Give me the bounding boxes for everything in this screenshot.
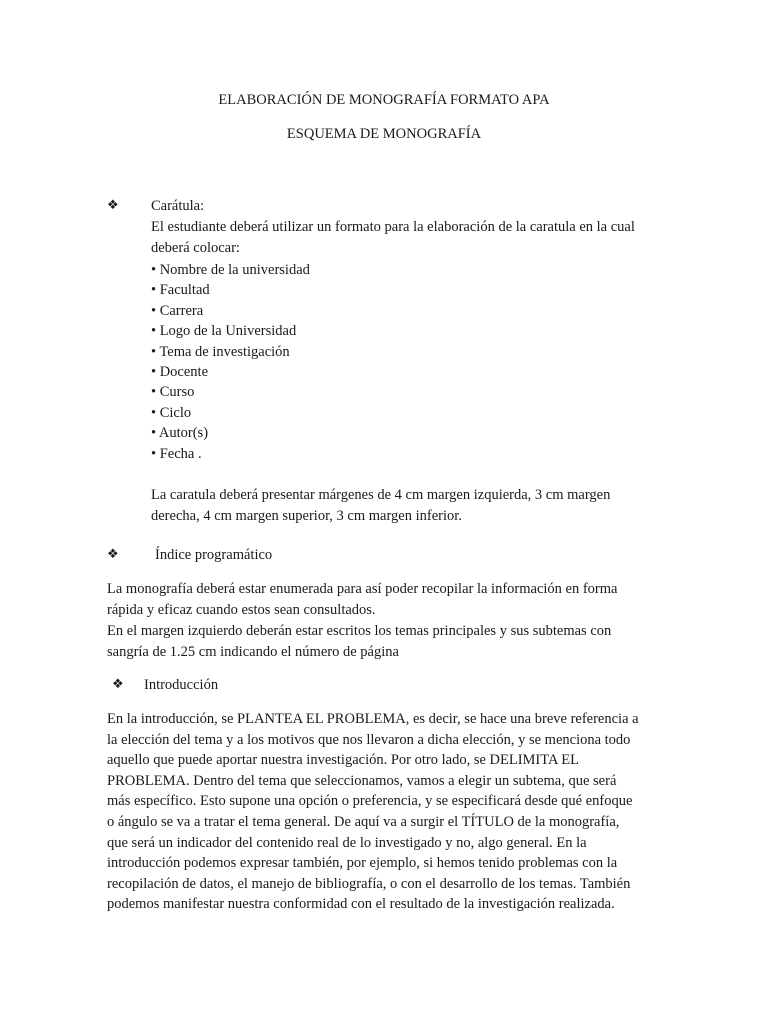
- caratula-margins-line2: derecha, 4 cm margen superior, 3 cm margen inferior.: [151, 508, 462, 524]
- paragraph-line: recopilación de datos, el manejo de bibliografía, o con el desarrollo de los temas. También: [107, 875, 631, 892]
- paragraph-line: aquello que puede aportar nuestra investigación. Por otro lado, se DELIMITA EL: [107, 752, 579, 769]
- indice-line1: La monografía deberá estar enumerada para así poder recopilar la información en forma: [107, 581, 618, 597]
- list-item: • Logo de la Universidad: [151, 323, 297, 340]
- paragraph-line: podemos manifestar nuestra conformidad con el resultado de la investigación realizada.: [107, 896, 615, 913]
- caratula-intro-line2: deberá colocar:: [151, 240, 240, 256]
- list-item: • Facultad: [151, 282, 210, 299]
- list-item: • Tema de investigación: [151, 343, 290, 360]
- paragraph-line: o ángulo se va a tratar el tema general. De aquí va a surgir el TÍTULO de la monografía,: [107, 813, 620, 830]
- section-caratula-heading: [107, 198, 127, 213]
- diamond-bullet-icon: ❖: [107, 547, 119, 562]
- list-item: • Ciclo: [151, 404, 192, 421]
- section-indice-heading: [107, 547, 127, 562]
- diamond-bullet-icon: ❖: [107, 198, 119, 213]
- indice-heading-text: Índice programático: [155, 547, 273, 563]
- paragraph-line: PROBLEMA. Dentro del tema que seleccionamos, vamos a elegir un subtema, que será: [107, 772, 617, 789]
- indice-line4: sangría de 1.25 cm indicando el número de página: [107, 644, 399, 660]
- caratula-heading-text: Carátula:: [151, 198, 205, 214]
- introduccion-heading-text: Introducción: [144, 677, 219, 693]
- document-subtitle: ESQUEMA DE MONOGRAFÍA: [286, 126, 482, 142]
- list-item: • Fecha .: [151, 445, 202, 462]
- caratula-margins-line1: La caratula deberá presentar márgenes de 4 cm margen izquierda, 3 cm margen: [151, 487, 611, 503]
- caratula-items-list: [151, 260, 310, 464]
- paragraph-line: introducción podemos expresar también, por ejemplo, si hemos tenido problemas con la: [107, 855, 618, 872]
- paragraph-line: En la introducción, se PLANTEA EL PROBLEMA, es decir, se hace una breve referencia a: [107, 711, 639, 727]
- document-title: ELABORACIÓN DE MONOGRAFÍA FORMATO APA: [218, 92, 550, 108]
- paragraph-line: más específico. Esto supone una opción o preferencia, y se especificará desde qué enfoque: [107, 793, 633, 810]
- indice-line3: En el margen izquierdo deberán estar escritos los temas principales y sus subtemas con: [107, 623, 612, 639]
- list-item: • Docente: [151, 363, 209, 380]
- section-introduccion-heading: [112, 677, 132, 692]
- list-item: • Curso: [151, 384, 195, 401]
- diamond-bullet-icon: ❖: [112, 677, 124, 692]
- list-item: • Autor(s): [151, 425, 209, 442]
- paragraph-line: que será un indicador del contenido real de lo investigado y no, algo general. En la: [107, 834, 587, 851]
- list-item: • Carrera: [151, 302, 204, 319]
- list-item: • Nombre de la universidad: [151, 262, 310, 278]
- indice-line2: rápida y eficaz cuando estos sean consultados.: [107, 602, 376, 618]
- introduccion-paragraph: [107, 709, 661, 915]
- caratula-intro-line1: El estudiante deberá utilizar un formato para la elaboración de la caratula en la cual: [151, 219, 635, 235]
- paragraph-line: la elección del tema y a los motivos que nos llevaron a dicha elección, y se menciona todo: [107, 731, 631, 748]
